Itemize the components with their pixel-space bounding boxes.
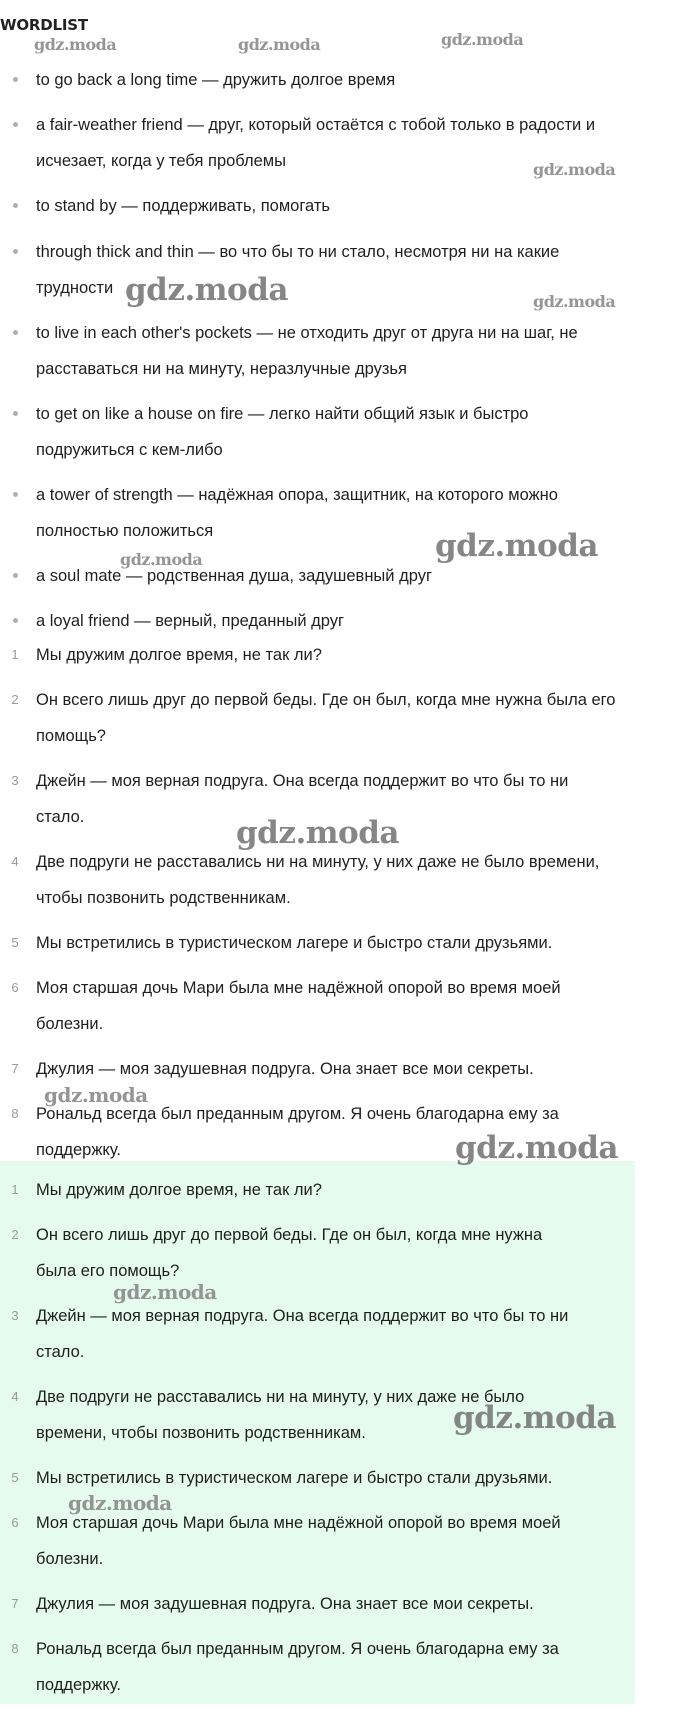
item-number: 7: [11, 1596, 19, 1611]
item-number: 8: [11, 1641, 19, 1656]
watermark-logo: gdz.moda: [68, 1491, 172, 1515]
numbered-item: [0, 682, 680, 754]
watermark-logo: gdz.moda: [435, 528, 598, 564]
item-text-line: Две подруги не расставались ни на минуту, у них даже не было: [36, 1388, 525, 1406]
numbered-item: [0, 1586, 680, 1622]
numbered-item: [0, 1505, 680, 1577]
item-text-line: a loyal friend — верный, преданный друг: [36, 612, 345, 630]
item-number: 1: [11, 1182, 19, 1197]
bullet-icon: [0, 558, 30, 594]
item-number: 2: [11, 692, 19, 707]
numbered-item: [0, 1051, 680, 1087]
bullet-icon: [0, 234, 30, 270]
item-number: 6: [11, 980, 19, 995]
item-text-line: to stand by — поддерживать, помогать: [36, 197, 330, 215]
bullet-icon: [0, 107, 30, 143]
bullet-icon: [0, 396, 30, 432]
item-number: 3: [11, 1308, 19, 1323]
numbered-item: [0, 637, 680, 673]
item-text-line: Рональд всегда был преданным другом. Я очень благодарна ему за: [36, 1640, 559, 1658]
item-text-line: Моя старшая дочь Мари была мне надёжной опорой во время моей: [36, 979, 561, 997]
item-number: 7: [11, 1061, 19, 1076]
item-text-line: Джулия — моя задушевная подруга. Она знает все мои секреты.: [36, 1595, 534, 1613]
item-text-line: болезни.: [36, 1015, 104, 1033]
item-number: 2: [11, 1227, 19, 1242]
item-text-line: Джулия — моя задушевная подруга. Она знает все мои секреты.: [36, 1060, 534, 1078]
item-number: 4: [11, 1389, 19, 1404]
item-text-line: чтобы позвонить родственникам.: [36, 889, 291, 907]
item-text-line: расставаться ни на минуту, неразлучные друзья: [36, 360, 407, 378]
wordlist-item: [0, 188, 680, 224]
numbered-item: [0, 925, 680, 961]
item-text-line: Моя старшая дочь Мари была мне надёжной опорой во время моей: [36, 1514, 561, 1532]
watermark-logo: gdz.moda: [44, 1083, 148, 1107]
wordlist-item: [0, 62, 680, 98]
bullet-icon: [0, 315, 30, 351]
watermark-logo: gdz.moda: [453, 1400, 616, 1436]
numbered-item: [0, 1217, 680, 1289]
wordlist-item: [0, 315, 680, 387]
item-number: 8: [11, 1106, 19, 1121]
numbered-item: [0, 970, 680, 1042]
item-text-line: была его помощь?: [36, 1262, 180, 1280]
item-text-line: стало.: [36, 808, 85, 826]
item-number: 3: [11, 773, 19, 788]
watermark-logo: gdz.moda: [236, 815, 399, 851]
item-text-line: to live in each other's pockets — не отходить друг от друга ни на шаг, не: [36, 324, 578, 342]
item-text-line: поддержку.: [36, 1676, 121, 1694]
item-text-line: трудности: [36, 279, 114, 297]
item-number: 5: [11, 1470, 19, 1485]
item-text-line: Джейн — моя верная подруга. Она всегда поддержит во что бы то ни: [36, 772, 569, 790]
watermark-logo: gdz.moda: [455, 1130, 618, 1166]
item-text-line: полностью положиться: [36, 522, 214, 540]
watermark-logo: gdz.moda: [120, 550, 203, 569]
item-text-line: Две подруги не расставались ни на минуту, у них даже не было времени,: [36, 853, 600, 871]
item-text-line: Мы встретились в туристическом лагере и быстро стали друзьями.: [36, 934, 553, 952]
watermark-logo: gdz.moda: [125, 272, 288, 308]
item-text-line: болезни.: [36, 1550, 104, 1568]
wordlist-heading: WORDLIST: [0, 16, 88, 34]
item-text-line: to go back a long time — дружить долгое время: [36, 71, 396, 89]
bullet-icon: [0, 62, 30, 98]
numbered-item: [0, 1298, 680, 1370]
item-text-line: помощь?: [36, 727, 106, 745]
item-text-line: to get on like a house on fire — легко найти общий язык и быстро: [36, 405, 529, 423]
item-text-line: a soul mate — родственная душа, задушевный друг: [36, 567, 432, 585]
item-number: 5: [11, 935, 19, 950]
item-text-line: a fair-weather friend — друг, который остаётся с тобой только в радости и: [36, 116, 596, 134]
item-text-line: времени, чтобы позвонить родственникам.: [36, 1424, 366, 1442]
item-text-line: Джейн — моя верная подруга. Она всегда поддержит во что бы то ни: [36, 1307, 569, 1325]
item-text-line: Он всего лишь друг до первой беды. Где он был, когда мне нужна: [36, 1226, 543, 1244]
item-text-line: a tower of strength — надёжная опора, защитник, на которого можно: [36, 486, 558, 504]
watermark-logo: gdz.moda: [533, 160, 616, 179]
numbered-item: [0, 1631, 680, 1703]
bullet-icon: [0, 188, 30, 224]
numbered-item: [0, 1172, 680, 1208]
item-text-line: Рональд всегда был преданным другом. Я очень благодарна ему за: [36, 1105, 559, 1123]
item-text-line: исчезает, когда у тебя проблемы: [36, 152, 287, 170]
item-text-line: поддержку.: [36, 1141, 121, 1159]
bullet-icon: [0, 603, 30, 639]
item-number: 1: [11, 647, 19, 662]
watermark-logo: gdz.moda: [441, 30, 524, 49]
watermark-logo: gdz.moda: [533, 292, 616, 311]
item-text-line: стало.: [36, 1343, 85, 1361]
item-number: 4: [11, 854, 19, 869]
wordlist-item: [0, 396, 680, 468]
item-text-line: Мы дружим долгое время, не так ли?: [36, 646, 322, 664]
wordlist-item: [0, 603, 680, 639]
item-text-line: Мы дружим долгое время, не так ли?: [36, 1181, 322, 1199]
item-text-line: Мы встретились в туристическом лагере и быстро стали друзьями.: [36, 1469, 553, 1487]
numbered-item: [0, 844, 680, 916]
item-number: 6: [11, 1515, 19, 1530]
item-text-line: Он всего лишь друг до первой беды. Где он был, когда мне нужна была его: [36, 691, 616, 709]
item-text-line: through thick and thin — во что бы то ни стало, несмотря ни на какие: [36, 243, 560, 261]
bullet-icon: [0, 477, 30, 513]
watermark-logo: gdz.moda: [238, 35, 321, 54]
watermark-logo: gdz.moda: [34, 35, 117, 54]
item-text-line: подружиться с кем-либо: [36, 441, 223, 459]
watermark-logo: gdz.moda: [113, 1280, 217, 1304]
